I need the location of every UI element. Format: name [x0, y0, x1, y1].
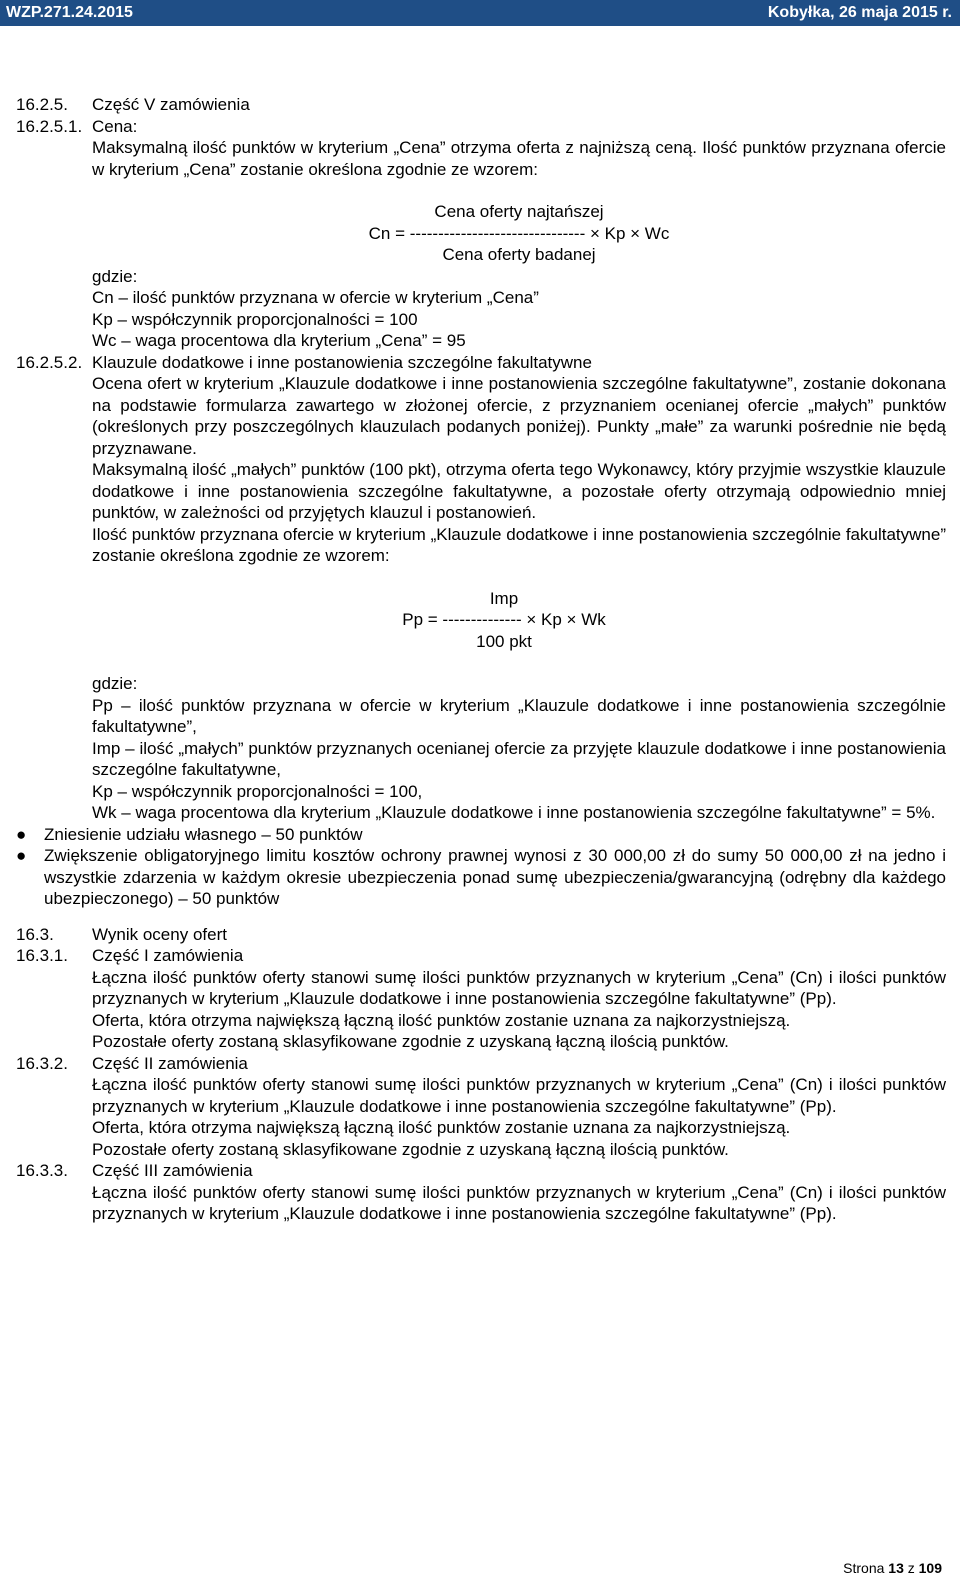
clauses-formula — [92, 588, 946, 653]
where-item: Kp – współczynnik proporcjonalności = 100 — [92, 309, 418, 329]
section-title: Część V zamówienia — [92, 95, 250, 114]
formula-denominator: 100 pkt — [476, 631, 532, 651]
where-item: Wc – waga procentowa dla kryterium „Cena” = 95 — [92, 331, 466, 350]
paragraph: Ilość punktów przyznana ofercie w kryterium „Klauzule dodatkowe i inne postanowienia szczególnie fakultatywne” zostanie określona zgodnie ze wzorem: — [92, 524, 946, 565]
document-body — [16, 94, 946, 1225]
paragraph: Maksymalną ilość „małych” punktów (100 pkt), otrzyma oferta tego Wykonawcy, który przyjmie wszystkie klauzule dodatkowe i inne postanowienia szczególne fakultatywne, a pozostałe oferty otrzymają odpowiednio mniej punktów, w zależności od przyjętych klauzul i postanowień. — [92, 460, 946, 522]
where-item: Imp – ilość „małych” punktów przyznanych ocenianej ofercie za przyjęte klauzule dodatkowe i inne postanowienia szczególne fakultatywne, — [92, 738, 946, 779]
list-item-text: Zniesienie udziału własnego – 50 punktów — [44, 824, 363, 844]
legend-where — [92, 673, 946, 824]
paragraph: Łączna ilość punktów oferty stanowi sumę ilości punktów przyznanych w kryterium „Cena” (Cn) i ilości punktów przyznanych w kryterium „Klauzule dodatkowe i inne postanowienia szczególne fakultatywne” (Pp). — [92, 1182, 946, 1223]
list-item — [16, 845, 946, 910]
legend-where — [92, 266, 946, 352]
paragraph: Łączna ilość punktów oferty stanowi sumę ilości punktów przyznanych w kryterium „Cena” (Cn) i ilości punktów przyznanych w kryterium „Klauzule dodatkowe i inne postanowienia szczególne fakultatywne” (Pp). — [92, 967, 946, 1008]
bullet-icon: ● — [16, 824, 27, 844]
section-heading — [16, 1160, 946, 1182]
where-label: gdzie: — [92, 674, 138, 693]
section-title: Cena: — [92, 116, 138, 136]
list-item — [16, 824, 946, 846]
paragraph: Pozostałe oferty zostaną sklasyfikowane zgodnie z uzyskaną łączną ilością punktów. — [92, 1139, 729, 1159]
paragraph: Maksymalną ilość punktów w kryterium „Cena” otrzyma oferta z najniższą ceną. Ilość punktów przyznana ofercie w kryterium „Cena” zostanie określona zgodnie ze wzorem: — [92, 138, 946, 179]
paragraph: Pozostałe oferty zostaną sklasyfikowane zgodnie z uzyskaną łączną ilością punktów. — [92, 1032, 729, 1051]
section-number: 16.3.2. — [16, 1053, 68, 1073]
page-prefix: Strona — [843, 1560, 889, 1576]
where-item: Wk – waga procentowa dla kryterium „Klauzule dodatkowe i inne postanowienia szczególne fakultatywne” = 5%. — [92, 803, 936, 822]
section-number: 16.3.1. — [16, 946, 68, 965]
section-title: Część III zamówienia — [92, 1161, 253, 1180]
formula-line: Pp = -------------- × Kp × Wk — [402, 610, 606, 629]
section-number: 16.3.3. — [16, 1161, 68, 1180]
section-heading — [16, 924, 946, 946]
where-item: Cn – ilość punktów przyznana w ofercie w kryterium „Cena” — [92, 288, 539, 307]
formula-denominator: Cena oferty badanej — [442, 245, 596, 264]
page-separator: z — [903, 1560, 919, 1576]
section-heading — [16, 116, 946, 138]
current-page: 13 — [888, 1560, 904, 1576]
page-number — [843, 1558, 942, 1580]
document-date: Kobyłka, 26 maja 2015 r. — [767, 4, 952, 21]
section-number: 16.2.5.1. — [16, 116, 83, 136]
clauses-list — [16, 824, 946, 910]
paragraph: Oferta, która otrzyma największą łączną ilość punktów zostanie uznana za najkorzystniejszą. — [92, 1118, 791, 1137]
section-heading — [16, 945, 946, 967]
formula-numerator: Imp — [489, 588, 519, 608]
section-title: Klauzule dodatkowe i inne postanowienia szczególne fakultatywne — [92, 352, 592, 372]
section-heading — [16, 1053, 946, 1075]
section-title: Część II zamówienia — [92, 1053, 248, 1073]
paragraph: Ocena ofert w kryterium „Klauzule dodatkowe i inne postanowienia szczególne fakultatywne”, zostanie dokonana na podstawie formularza zawartego w złożonej ofercie, z przyznaniem ocenianej ofercie „małych” punktów (określonych przy poszczególnych klauzulach podanych poniżej). Punkty „małe” za warunki pośrednie nie będą przyznawane. — [92, 374, 946, 458]
section-number: 16.2.5. — [16, 95, 68, 114]
total-pages: 109 — [918, 1560, 942, 1576]
section-heading — [16, 94, 946, 116]
section-title: Wynik oceny ofert — [92, 924, 227, 944]
page-header — [0, 0, 960, 26]
list-item-text: Zwiększenie obligatoryjnego limitu kosztów ochrony prawnej wynosi z 30 000,00 zł do sumy 50 000,00 zł na jedno i wszystkie zdarzenia w każdym okresie ubezpieczenia ponad sumę ubezpieczenia/gwarancyjną (odrębny dla każdego ubezpieczonego) – 50 punktów — [44, 846, 946, 908]
formula-numerator: Cena oferty najtańszej — [434, 202, 604, 221]
paragraph: Łączna ilość punktów oferty stanowi sumę ilości punktów przyznanych w kryterium „Cena” (Cn) i ilości punktów przyznanych w kryterium „Klauzule dodatkowe i inne postanowienia szczególne fakultatywne” (Pp). — [92, 1075, 946, 1116]
formula-line: Cn = ------------------------------- × Kp × Wc — [368, 223, 670, 243]
where-item: Kp – współczynnik proporcjonalności = 100, — [92, 781, 423, 801]
paragraph: Oferta, która otrzyma największą łączną ilość punktów zostanie uznana za najkorzystniejszą. — [92, 1010, 791, 1030]
where-item: Pp – ilość punktów przyznana w ofercie w kryterium „Klauzule dodatkowe i inne postanowienia szczególnie fakultatywne”, — [92, 695, 946, 736]
bullet-icon: ● — [16, 846, 27, 865]
document-reference: WZP.271.24.2015 — [6, 4, 133, 21]
price-formula — [92, 201, 946, 266]
section-number: 16.3. — [16, 924, 54, 944]
where-label: gdzie: — [92, 266, 138, 286]
section-number: 16.2.5.2. — [16, 352, 83, 372]
section-heading — [16, 352, 946, 374]
section-title: Część I zamówienia — [92, 946, 244, 965]
